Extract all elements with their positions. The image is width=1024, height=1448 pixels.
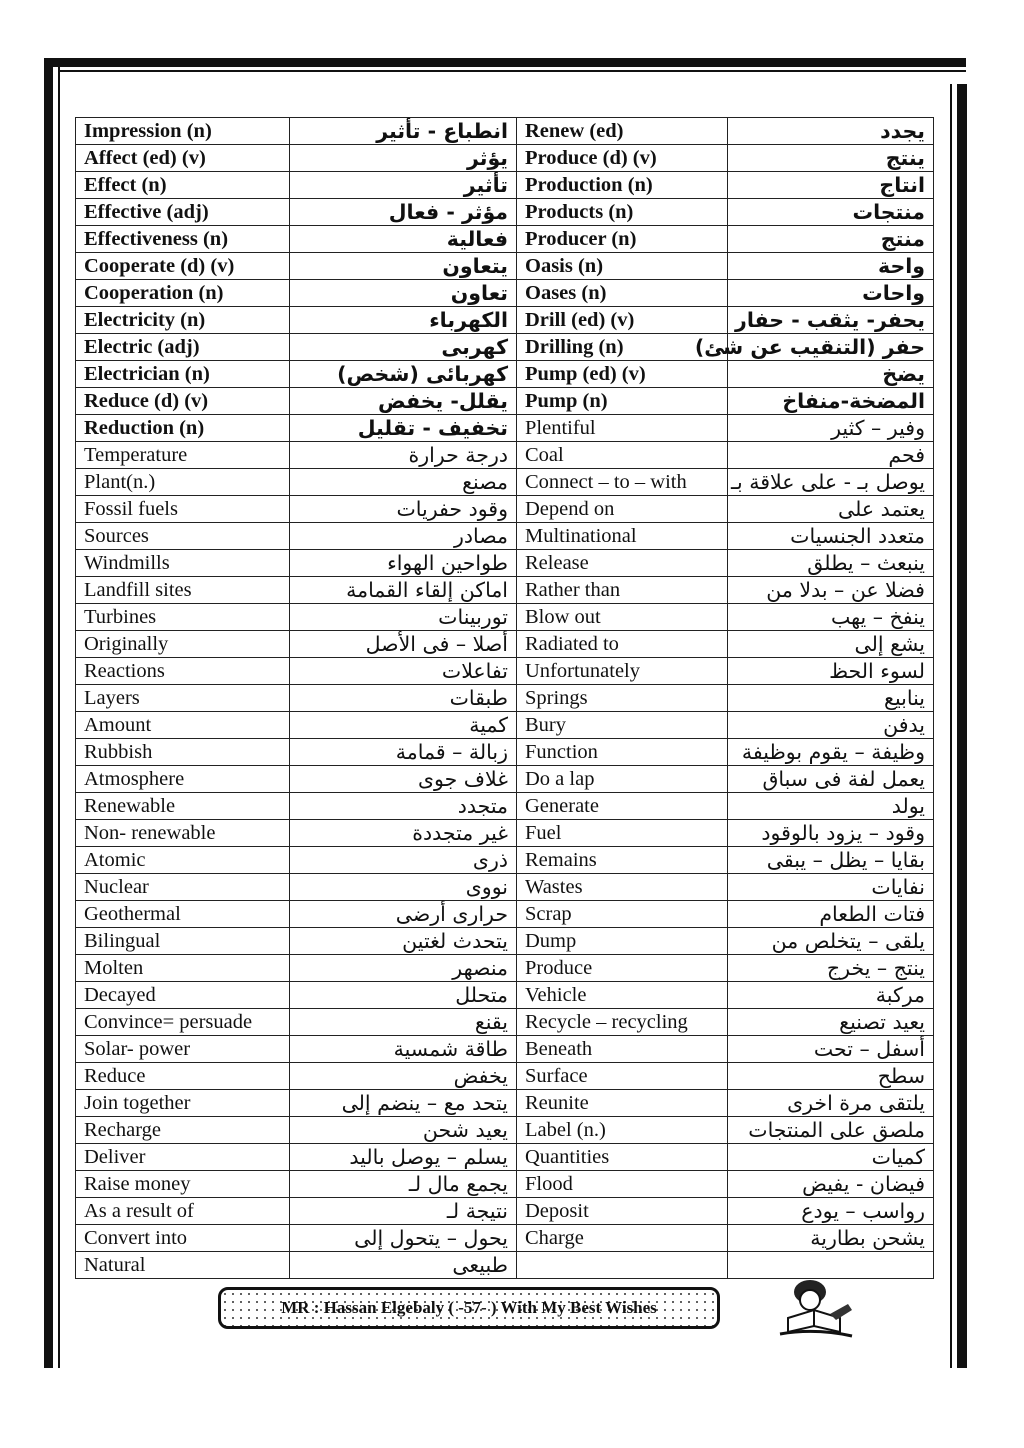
translation-left: زبالة – قمامة <box>290 739 517 766</box>
translation-left: طبيعى <box>290 1252 517 1279</box>
translation-left: فعالية <box>290 226 517 253</box>
table-row <box>76 793 934 820</box>
translation-right: يولد <box>728 793 934 820</box>
translation-left: كمية <box>290 712 517 739</box>
term-left: Molten <box>76 955 290 982</box>
term-left: Convert into <box>76 1225 290 1252</box>
term-left: Deliver <box>76 1144 290 1171</box>
term-right: Wastes <box>517 874 728 901</box>
translation-left: يتعاون <box>290 253 517 280</box>
translation-left: غلاف جوى <box>290 766 517 793</box>
translation-left: حرارى أرضى <box>290 901 517 928</box>
term-right: Coal <box>517 442 728 469</box>
translation-right: أسفل – تحت <box>728 1036 934 1063</box>
vocabulary-table <box>75 117 934 1279</box>
translation-left: توربينات <box>290 604 517 631</box>
table-row <box>76 658 934 685</box>
term-left: Electricity (n) <box>76 307 290 334</box>
vocabulary-table-body <box>76 118 934 1279</box>
term-right: Pump (n) <box>517 388 728 415</box>
term-right: Fuel <box>517 820 728 847</box>
term-right: Scrap <box>517 901 728 928</box>
translation-left: تفاعلات <box>290 658 517 685</box>
term-left: Cooperation (n) <box>76 280 290 307</box>
translation-right: كميات <box>728 1144 934 1171</box>
translation-right: انتاج <box>728 172 934 199</box>
term-right: Deposit <box>517 1198 728 1225</box>
table-row <box>76 739 934 766</box>
footer-banner <box>218 1287 720 1329</box>
table-row <box>76 361 934 388</box>
term-left: Renewable <box>76 793 290 820</box>
reading-child-clipart-icon <box>770 1274 860 1342</box>
translation-left: منصهر <box>290 955 517 982</box>
translation-left: نتيجة لـ <box>290 1198 517 1225</box>
page-frame-top-inner <box>60 70 966 72</box>
translation-right: بقايا – يظل – يبقى <box>728 847 934 874</box>
term-right: Vehicle <box>517 982 728 1009</box>
term-right: Charge <box>517 1225 728 1252</box>
table-row <box>76 415 934 442</box>
term-right: Beneath <box>517 1036 728 1063</box>
translation-right: مركبة <box>728 982 934 1009</box>
term-left: Impression (n) <box>76 118 290 145</box>
term-left: As a result of <box>76 1198 290 1225</box>
term-right: Dump <box>517 928 728 955</box>
term-left: Electrician (n) <box>76 361 290 388</box>
term-right <box>517 1252 728 1279</box>
term-left: Atmosphere <box>76 766 290 793</box>
page-frame-left <box>44 58 53 1368</box>
table-row <box>76 1036 934 1063</box>
table-row <box>76 199 934 226</box>
term-left: Landfill sites <box>76 577 290 604</box>
translation-right: واحة <box>728 253 934 280</box>
translation-right: فضلا عن – بدلا من <box>728 577 934 604</box>
term-left: Sources <box>76 523 290 550</box>
translation-right: يعتمد على <box>728 496 934 523</box>
table-row <box>76 874 934 901</box>
translation-right: يوصل بـ - على علاقة بـ <box>728 469 934 496</box>
translation-right: ينتج – يخرج <box>728 955 934 982</box>
term-right: Release <box>517 550 728 577</box>
translation-left: يحول – يتحول إلى <box>290 1225 517 1252</box>
term-right: Drilling (n) <box>517 334 728 361</box>
term-right: Multinational <box>517 523 728 550</box>
translation-right: يشحن بطارية <box>728 1225 934 1252</box>
translation-right: فيضان - يفيض <box>728 1171 934 1198</box>
translation-right: وقود – يزود بالوقود <box>728 820 934 847</box>
translation-right: رواسب – يودع <box>728 1198 934 1225</box>
table-row <box>76 469 934 496</box>
term-right: Products (n) <box>517 199 728 226</box>
translation-right: يلتقى مرة اخرى <box>728 1090 934 1117</box>
table-row <box>76 253 934 280</box>
term-left: Reduce (d) (v) <box>76 388 290 415</box>
translation-right: منتجات <box>728 199 934 226</box>
translation-left: يخفض <box>290 1063 517 1090</box>
translation-left: طاقة شمسية <box>290 1036 517 1063</box>
translation-left: مصنع <box>290 469 517 496</box>
term-left: Nuclear <box>76 874 290 901</box>
term-right: Pump (ed) (v) <box>517 361 728 388</box>
translation-left: يجمع مال لـ <box>290 1171 517 1198</box>
table-row <box>76 442 934 469</box>
table-row <box>76 928 934 955</box>
term-left: Effect (n) <box>76 172 290 199</box>
table-row <box>76 901 934 928</box>
table-row <box>76 172 934 199</box>
table-row <box>76 982 934 1009</box>
translation-right: لسوء الحظ <box>728 658 934 685</box>
term-right: Radiated to <box>517 631 728 658</box>
term-left: Reduce <box>76 1063 290 1090</box>
term-right: Connect – to – with <box>517 469 728 496</box>
table-row <box>76 712 934 739</box>
translation-left: غير متجددة <box>290 820 517 847</box>
page-frame-left-inner <box>58 60 60 1368</box>
term-left: Solar- power <box>76 1036 290 1063</box>
term-right: Flood <box>517 1171 728 1198</box>
table-row <box>76 1225 934 1252</box>
term-right: Produce <box>517 955 728 982</box>
translation-left: يتحد مع – ينضم إلى <box>290 1090 517 1117</box>
translation-right: حفر (التنقيب عن شئ) <box>728 334 934 361</box>
translation-right: وفير – كثير <box>728 415 934 442</box>
term-right: Depend on <box>517 496 728 523</box>
term-left: Atomic <box>76 847 290 874</box>
term-left: Non- renewable <box>76 820 290 847</box>
term-right: Remains <box>517 847 728 874</box>
term-left: Reactions <box>76 658 290 685</box>
translation-left: وقود حفريات <box>290 496 517 523</box>
table-row <box>76 766 934 793</box>
translation-right: ينابيع <box>728 685 934 712</box>
translation-right: يضخ <box>728 361 934 388</box>
table-row <box>76 307 934 334</box>
translation-left: متجدد <box>290 793 517 820</box>
translation-left: كهربائى (شخص) <box>290 361 517 388</box>
term-right: Produce (d) (v) <box>517 145 728 172</box>
translation-left: يؤثر <box>290 145 517 172</box>
translation-right: ملصق على المنتجات <box>728 1117 934 1144</box>
translation-left: مؤثر - فعال <box>290 199 517 226</box>
translation-left: يقنع <box>290 1009 517 1036</box>
translation-right: يعيد تصنيع <box>728 1009 934 1036</box>
table-row <box>76 1198 934 1225</box>
term-right: Renew (ed) <box>517 118 728 145</box>
table-row <box>76 1144 934 1171</box>
translation-left: درجة حرارة <box>290 442 517 469</box>
translation-right: فتات الطعام <box>728 901 934 928</box>
translation-left: اماكن إلقاء القمامة <box>290 577 517 604</box>
translation-right: ينبعث – يطلق <box>728 550 934 577</box>
term-right: Unfortunately <box>517 658 728 685</box>
term-left: Originally <box>76 631 290 658</box>
term-left: Effective (adj) <box>76 199 290 226</box>
term-right: Recycle – recycling <box>517 1009 728 1036</box>
term-left: Plant(n.) <box>76 469 290 496</box>
page-frame-right-inner <box>950 84 952 1368</box>
translation-left: أصلا – فى الأصل <box>290 631 517 658</box>
translation-left: يسلم – يوصل باليد <box>290 1144 517 1171</box>
term-left: Raise money <box>76 1171 290 1198</box>
table-row <box>76 388 934 415</box>
table-row <box>76 1063 934 1090</box>
translation-right: يجدد <box>728 118 934 145</box>
translation-left: الكهرباء <box>290 307 517 334</box>
translation-left: يعيد شحن <box>290 1117 517 1144</box>
footer-text: MR : Hassan Elgebaly ( -57- ) With My Best Wishes <box>281 1298 657 1317</box>
table-row <box>76 955 934 982</box>
translation-left: تخفيف - تقليل <box>290 415 517 442</box>
translation-left: مصادر <box>290 523 517 550</box>
term-left: Electric (adj) <box>76 334 290 361</box>
term-right: Bury <box>517 712 728 739</box>
term-right: Function <box>517 739 728 766</box>
term-right: Rather than <box>517 577 728 604</box>
table-row <box>76 1171 934 1198</box>
translation-right: ينفخ – يهب <box>728 604 934 631</box>
table-row <box>76 280 934 307</box>
term-left: Recharge <box>76 1117 290 1144</box>
table-row <box>76 577 934 604</box>
table-row <box>76 604 934 631</box>
term-left: Effectiveness (n) <box>76 226 290 253</box>
translation-right: يلقى – يتخلص من <box>728 928 934 955</box>
table-row <box>76 1009 934 1036</box>
translation-left: متحلل <box>290 982 517 1009</box>
term-right: Oasis (n) <box>517 253 728 280</box>
term-left: Layers <box>76 685 290 712</box>
translation-right: وظيفة – يقوم بوظيفة <box>728 739 934 766</box>
term-left: Rubbish <box>76 739 290 766</box>
translation-right: واحات <box>728 280 934 307</box>
table-row <box>76 1090 934 1117</box>
term-right: Blow out <box>517 604 728 631</box>
term-left: Fossil fuels <box>76 496 290 523</box>
term-left: Turbines <box>76 604 290 631</box>
translation-left: كهربى <box>290 334 517 361</box>
table-row <box>76 820 934 847</box>
translation-right: فحم <box>728 442 934 469</box>
term-right: Generate <box>517 793 728 820</box>
translation-left: طواحين الهواء <box>290 550 517 577</box>
translation-left: تعاون <box>290 280 517 307</box>
translation-right: يحفر- يثقب - حفار <box>728 307 934 334</box>
translation-right: متعدد الجنسيات <box>728 523 934 550</box>
term-right: Springs <box>517 685 728 712</box>
translation-right: يشع إلى <box>728 631 934 658</box>
translation-left: طبقات <box>290 685 517 712</box>
translation-right: يدفن <box>728 712 934 739</box>
translation-right: منتج <box>728 226 934 253</box>
term-left: Geothermal <box>76 901 290 928</box>
term-left: Amount <box>76 712 290 739</box>
translation-left: يتحدث لغتين <box>290 928 517 955</box>
table-row <box>76 226 934 253</box>
translation-left: تأثير <box>290 172 517 199</box>
term-right: Plentiful <box>517 415 728 442</box>
translation-right: نفايات <box>728 874 934 901</box>
term-left: Temperature <box>76 442 290 469</box>
term-left: Decayed <box>76 982 290 1009</box>
translation-left: ذرى <box>290 847 517 874</box>
table-row <box>76 847 934 874</box>
term-right: Reunite <box>517 1090 728 1117</box>
term-right: Oases (n) <box>517 280 728 307</box>
translation-left: انطباع - تأثير <box>290 118 517 145</box>
table-row <box>76 118 934 145</box>
term-left: Bilingual <box>76 928 290 955</box>
term-left: Cooperate (d) (v) <box>76 253 290 280</box>
translation-right: يعمل لفة فى سباق <box>728 766 934 793</box>
term-right: Drill (ed) (v) <box>517 307 728 334</box>
term-right: Producer (n) <box>517 226 728 253</box>
translation-right: المضخة-منفاخ <box>728 388 934 415</box>
table-row <box>76 334 934 361</box>
page-frame-right <box>957 84 967 1368</box>
translation-right: سطح <box>728 1063 934 1090</box>
term-right: Quantities <box>517 1144 728 1171</box>
page-frame-top <box>44 58 966 67</box>
term-right: Surface <box>517 1063 728 1090</box>
table-row <box>76 550 934 577</box>
term-right: Production (n) <box>517 172 728 199</box>
table-row <box>76 523 934 550</box>
translation-left: يقلل- يخفض <box>290 388 517 415</box>
table-row <box>76 145 934 172</box>
term-left: Convince= persuade <box>76 1009 290 1036</box>
term-left: Windmills <box>76 550 290 577</box>
table-row <box>76 496 934 523</box>
term-left: Affect (ed) (v) <box>76 145 290 172</box>
table-row <box>76 631 934 658</box>
term-left: Natural <box>76 1252 290 1279</box>
term-right: Label (n.) <box>517 1117 728 1144</box>
term-right: Do a lap <box>517 766 728 793</box>
term-left: Join together <box>76 1090 290 1117</box>
table-row <box>76 685 934 712</box>
table-row <box>76 1117 934 1144</box>
translation-right: ينتج <box>728 145 934 172</box>
term-left: Reduction (n) <box>76 415 290 442</box>
translation-left: نووى <box>290 874 517 901</box>
